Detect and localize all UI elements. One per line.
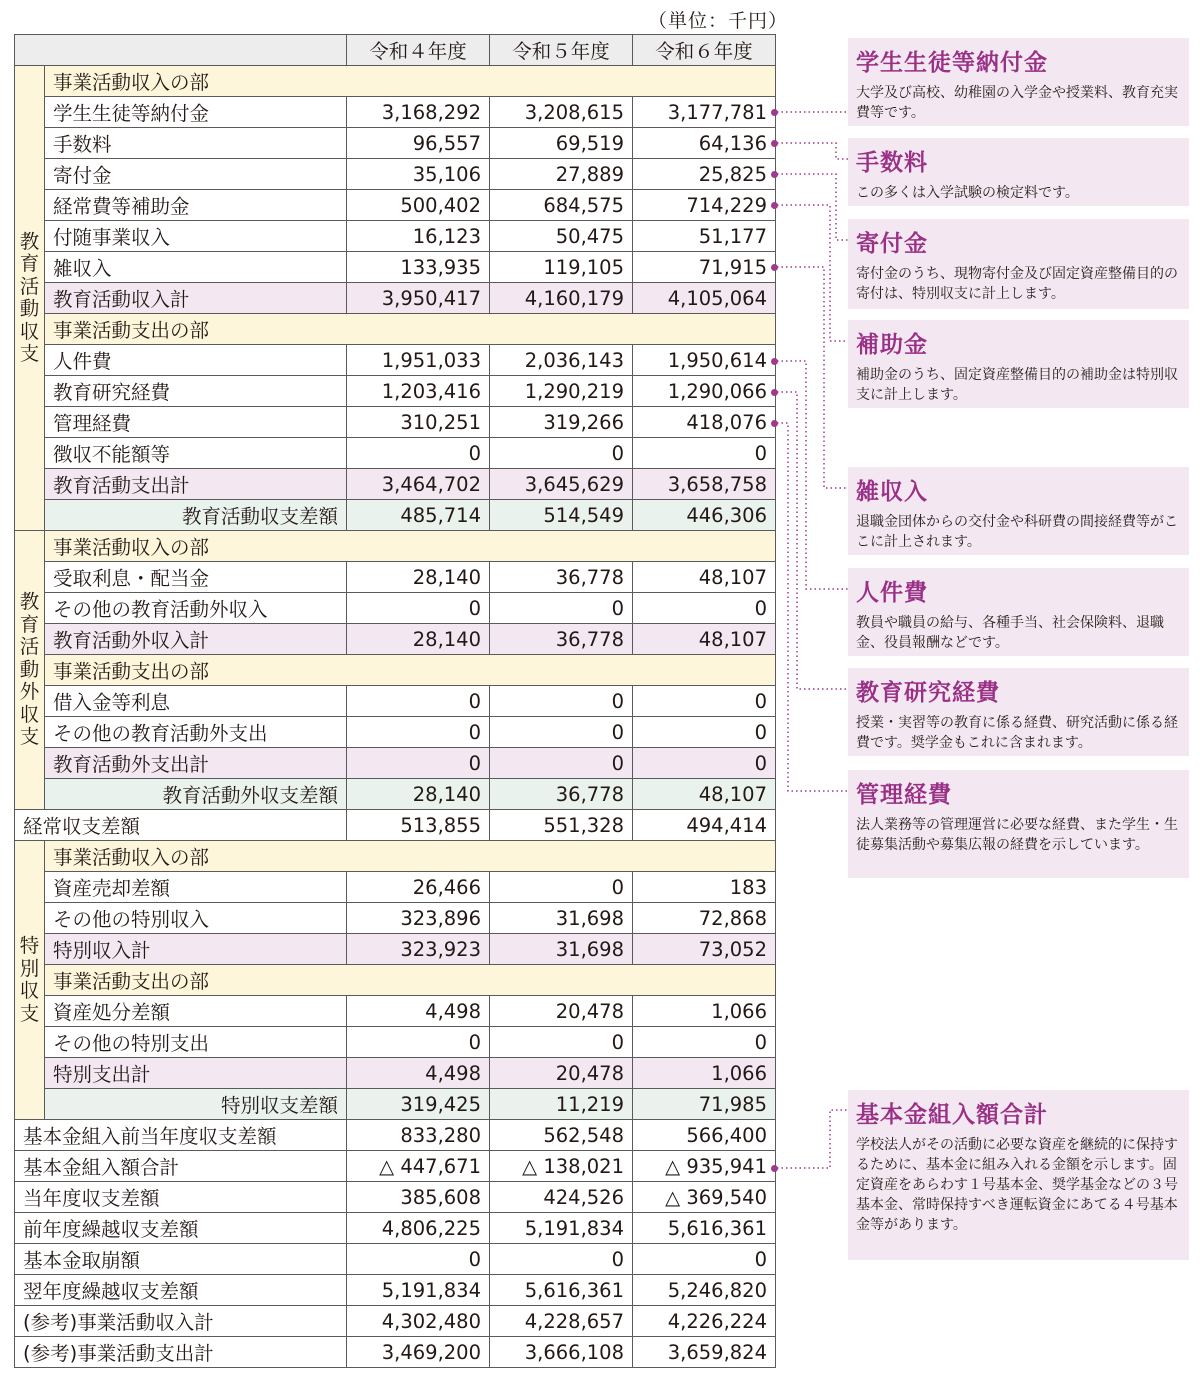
- cell-value: 3,666,108: [490, 1337, 633, 1368]
- cell-value: 5,616,361: [633, 1213, 776, 1244]
- row-label: 手数料: [45, 128, 347, 159]
- row-label: 借入金等利息: [45, 686, 347, 717]
- cell-value: 31,698: [490, 934, 633, 965]
- row-label: 前年度繰越収支差額: [15, 1213, 347, 1244]
- cell-value: 0: [633, 438, 776, 469]
- cell-value: 48,107: [633, 779, 776, 810]
- note-title: 管理経費: [856, 782, 952, 808]
- cell-value: 0: [490, 1027, 633, 1058]
- note-subsidy: [848, 320, 1189, 408]
- row-label: その他の教育活動外収入: [45, 593, 347, 624]
- cell-value: 0: [633, 1027, 776, 1058]
- cell-value: 0: [490, 593, 633, 624]
- cell-value: 562,548: [490, 1120, 633, 1151]
- cell-value: 36,778: [490, 562, 633, 593]
- cell-value: 50,475: [490, 221, 633, 252]
- cell-value: △ 935,941: [633, 1151, 776, 1182]
- note-title: 学生生徒等納付金: [856, 50, 1048, 76]
- note-title: 補助金: [856, 332, 928, 358]
- cell-value: 0: [633, 593, 776, 624]
- unit-label: （単位：千円）: [648, 10, 789, 32]
- note-capital: [848, 1090, 1189, 1260]
- row-label: その他の教育活動外支出: [45, 717, 347, 748]
- row-label: 経常費等補助金: [45, 190, 347, 221]
- row-label: 特別支出計: [45, 1058, 347, 1089]
- row-label: 学生生徒等納付金: [45, 97, 347, 128]
- cell-value: 3,208,615: [490, 97, 633, 128]
- cell-value: 0: [347, 438, 490, 469]
- cell-value: 494,414: [633, 810, 776, 841]
- row-label: 特別収支差額: [45, 1089, 347, 1120]
- cell-value: 71,915: [633, 252, 776, 283]
- cell-value: 11,219: [490, 1089, 633, 1120]
- row-label: 当年度収支差額: [15, 1182, 347, 1213]
- row-label: 雑収入: [45, 252, 347, 283]
- cell-value: 0: [633, 748, 776, 779]
- cell-value: 4,228,657: [490, 1306, 633, 1337]
- row-label: 特別収入計: [45, 934, 347, 965]
- cell-value: 0: [347, 593, 490, 624]
- cell-value: 0: [347, 1244, 490, 1275]
- cell-value: 418,076: [633, 407, 776, 438]
- row-label: 事業活動収入の部: [45, 841, 776, 872]
- connector-research: [777, 392, 848, 689]
- cell-value: 4,806,225: [347, 1213, 490, 1244]
- connector-dot: [771, 420, 778, 427]
- cell-value: 551,328: [490, 810, 633, 841]
- cell-value: 25,825: [633, 159, 776, 190]
- connector-dot: [771, 389, 778, 396]
- cell-value: 28,140: [347, 779, 490, 810]
- cell-value: 4,302,480: [347, 1306, 490, 1337]
- cell-value: 500,402: [347, 190, 490, 221]
- cell-value: 20,478: [490, 996, 633, 1027]
- note-body: 退職金団体からの交付金や科研費の間接経費等がここに計上されます。: [856, 514, 1178, 550]
- connector-dot: [771, 1165, 778, 1172]
- cell-value: 0: [490, 872, 633, 903]
- cell-value: 4,498: [347, 1058, 490, 1089]
- cell-value: △ 447,671: [347, 1151, 490, 1182]
- cell-value: 0: [633, 1244, 776, 1275]
- cell-value: 1,066: [633, 996, 776, 1027]
- note-body: 補助金のうち、固定資産整備目的の補助金は特別収支に計上します。: [856, 367, 1178, 403]
- cell-value: 3,659,824: [633, 1337, 776, 1368]
- row-label: 教育活動外収入計: [45, 624, 347, 655]
- row-label: 教育活動収入計: [45, 283, 347, 314]
- note-admin: [848, 770, 1189, 878]
- connector-dot: [771, 264, 778, 271]
- cell-value: 0: [490, 686, 633, 717]
- cell-value: 183: [633, 872, 776, 903]
- row-label: 受取利息・配当金: [45, 562, 347, 593]
- note-title: 寄付金: [856, 231, 928, 257]
- cell-value: 3,177,781: [633, 97, 776, 128]
- cell-value: 48,107: [633, 624, 776, 655]
- row-label: 経常収支差額: [15, 810, 347, 841]
- cell-value: 4,226,224: [633, 1306, 776, 1337]
- connector-dot: [771, 358, 778, 365]
- connector-dot: [771, 202, 778, 209]
- row-label: 教育活動収支差額: [45, 500, 347, 531]
- cell-value: 513,855: [347, 810, 490, 841]
- section-label-special: 特 別 収 支: [15, 841, 45, 1120]
- row-label: 事業活動収入の部: [45, 531, 776, 562]
- cell-value: 446,306: [633, 500, 776, 531]
- cell-value: 684,575: [490, 190, 633, 221]
- cell-value: 1,290,066: [633, 376, 776, 407]
- cell-value: 514,549: [490, 500, 633, 531]
- row-label: 事業活動支出の部: [45, 314, 776, 345]
- cell-value: 20,478: [490, 1058, 633, 1089]
- cell-value: 26,466: [347, 872, 490, 903]
- row-label: 事業活動収入の部: [45, 66, 776, 97]
- connector-donation: [777, 174, 848, 240]
- cell-value: 4,160,179: [490, 283, 633, 314]
- note-personnel: [848, 568, 1189, 656]
- cell-value: 1,951,033: [347, 345, 490, 376]
- cell-value: 1,203,416: [347, 376, 490, 407]
- cell-value: 4,105,064: [633, 283, 776, 314]
- cell-value: 72,868: [633, 903, 776, 934]
- row-label: 教育活動外支出計: [45, 748, 347, 779]
- cell-value: △ 369,540: [633, 1182, 776, 1213]
- cell-value: 51,177: [633, 221, 776, 252]
- connector-subsidy: [777, 205, 848, 341]
- row-label: 寄付金: [45, 159, 347, 190]
- cell-value: 36,778: [490, 624, 633, 655]
- cell-value: 0: [490, 438, 633, 469]
- row-label: 管理経費: [45, 407, 347, 438]
- cell-value: 28,140: [347, 624, 490, 655]
- row-label: 事業活動支出の部: [45, 655, 776, 686]
- cell-value: 3,658,758: [633, 469, 776, 500]
- cell-value: △ 138,021: [490, 1151, 633, 1182]
- cell-value: 319,266: [490, 407, 633, 438]
- note-research: [848, 668, 1189, 756]
- cell-value: 0: [490, 1244, 633, 1275]
- cell-value: 69,519: [490, 128, 633, 159]
- cell-value: 5,191,834: [490, 1213, 633, 1244]
- cell-value: 424,526: [490, 1182, 633, 1213]
- note-tuition: [848, 38, 1189, 126]
- cell-value: 48,107: [633, 562, 776, 593]
- cell-value: 36,778: [490, 779, 633, 810]
- row-label: 教育活動外収支差額: [45, 779, 347, 810]
- note-body: 授業・実習等の教育に係る経費、研究活動に係る経費です。奨学金もこれに含まれます。: [856, 715, 1178, 751]
- cell-value: 96,557: [347, 128, 490, 159]
- cell-value: 3,469,200: [347, 1337, 490, 1368]
- section-label-non-education: 教 育 活 動 外 収 支: [15, 531, 45, 810]
- row-label: 基本金組入額合計: [15, 1151, 347, 1182]
- header-year-2: 令和５年度: [490, 35, 633, 66]
- cell-value: 566,400: [633, 1120, 776, 1151]
- cell-value: 4,498: [347, 996, 490, 1027]
- connector-fees: [777, 143, 848, 159]
- cell-value: 323,896: [347, 903, 490, 934]
- cell-value: 35,106: [347, 159, 490, 190]
- note-body: 教員や職員の給与、各種手当、社会保険料、退職金、役員報酬などです。: [856, 615, 1164, 651]
- cell-value: 0: [633, 686, 776, 717]
- note-donation: [848, 219, 1189, 309]
- cell-value: 133,935: [347, 252, 490, 283]
- cell-value: 73,052: [633, 934, 776, 965]
- header-year-3: 令和６年度: [633, 35, 776, 66]
- row-label: 翌年度繰越収支差額: [15, 1275, 347, 1306]
- cell-value: 71,985: [633, 1089, 776, 1120]
- note-misc: [848, 467, 1189, 555]
- row-label: 基本金取崩額: [15, 1244, 347, 1275]
- cell-value: 16,123: [347, 221, 490, 252]
- cell-value: 3,950,417: [347, 283, 490, 314]
- row-label: 資産売却差額: [45, 872, 347, 903]
- note-body: 学校法人がその活動に必要な資産を継続的に保持するために、基本金に組み入れる金額を示します。固定資産をあらわす１号基本金、奨学基金などの３号基本金、常時保持すべき運転資金にあてる４号基本金等があります。: [856, 1137, 1178, 1233]
- cell-value: 3,464,702: [347, 469, 490, 500]
- note-body: この多くは入学試験の検定料です。: [856, 185, 1079, 201]
- cell-value: 0: [490, 748, 633, 779]
- row-label: 事業活動支出の部: [45, 965, 776, 996]
- cell-value: 310,251: [347, 407, 490, 438]
- cell-value: 323,923: [347, 934, 490, 965]
- note-body: 大学及び高校、幼稚園の入学金や授業料、教育充実費等です。: [856, 85, 1178, 121]
- header-year-1: 令和４年度: [347, 35, 490, 66]
- row-label: その他の特別支出: [45, 1027, 347, 1058]
- row-label: 人件費: [45, 345, 347, 376]
- cell-value: 28,140: [347, 562, 490, 593]
- note-title: 教育研究経費: [856, 680, 1000, 706]
- row-label: (参考)事業活動収入計: [15, 1306, 347, 1337]
- cell-value: 64,136: [633, 128, 776, 159]
- cell-value: 485,714: [347, 500, 490, 531]
- cell-value: 833,280: [347, 1120, 490, 1151]
- cell-value: 27,889: [490, 159, 633, 190]
- row-label: 教育活動支出計: [45, 469, 347, 500]
- row-label: 資産処分差額: [45, 996, 347, 1027]
- note-body: 法人業務等の管理運営に必要な経費、また学生・生徒募集活動や募集広報の経費を示しています。: [856, 817, 1178, 853]
- row-label: 基本金組入前当年度収支差額: [15, 1120, 347, 1151]
- cell-value: 0: [633, 717, 776, 748]
- row-label: 付随事業収入: [45, 221, 347, 252]
- cell-value: 0: [347, 1027, 490, 1058]
- cell-value: 1,066: [633, 1058, 776, 1089]
- cell-value: 31,698: [490, 903, 633, 934]
- note-title: 基本金組入額合計: [856, 1102, 1048, 1128]
- cell-value: 0: [347, 717, 490, 748]
- cell-value: 2,036,143: [490, 345, 633, 376]
- row-label: その他の特別収入: [45, 903, 347, 934]
- cell-value: 1,290,219: [490, 376, 633, 407]
- row-label: 教育研究経費: [45, 376, 347, 407]
- row-label: (参考)事業活動支出計: [15, 1337, 347, 1368]
- note-title: 雑収入: [856, 479, 928, 505]
- connector-dot: [771, 171, 778, 178]
- cell-value: 385,608: [347, 1182, 490, 1213]
- note-title: 手数料: [856, 150, 928, 176]
- cell-value: 5,616,361: [490, 1275, 633, 1306]
- connector-capital: [777, 1110, 848, 1168]
- cell-value: 0: [347, 686, 490, 717]
- cell-value: 319,425: [347, 1089, 490, 1120]
- section-label-education: 教 育 活 動 収 支: [15, 66, 45, 531]
- note-fees: [848, 138, 1189, 206]
- cell-value: 1,950,614: [633, 345, 776, 376]
- connector-dot: [771, 109, 778, 116]
- cell-value: 0: [490, 717, 633, 748]
- row-label: 徴収不能額等: [45, 438, 347, 469]
- connector-admin: [777, 423, 848, 791]
- note-body: 寄付金のうち、現物寄付金及び固定資産整備目的の寄付は、特別収支に計上します。: [856, 266, 1178, 302]
- cell-value: 5,246,820: [633, 1275, 776, 1306]
- cell-value: 714,229: [633, 190, 776, 221]
- cell-value: 0: [347, 748, 490, 779]
- cell-value: 3,168,292: [347, 97, 490, 128]
- note-title: 人件費: [856, 580, 928, 606]
- cell-value: 119,105: [490, 252, 633, 283]
- connector-dot: [771, 140, 778, 147]
- cell-value: 5,191,834: [347, 1275, 490, 1306]
- connector-misc: [777, 267, 848, 488]
- cell-value: 3,645,629: [490, 469, 633, 500]
